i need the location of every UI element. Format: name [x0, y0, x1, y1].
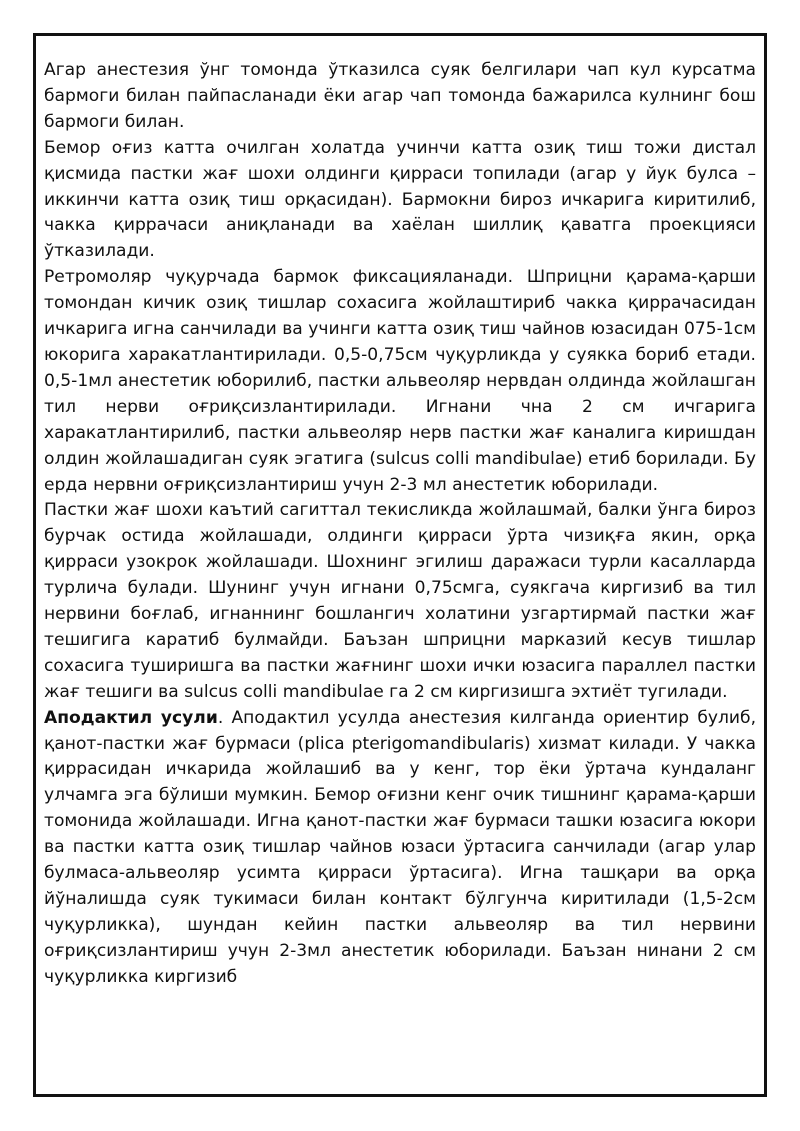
- document-body: [44, 58, 756, 991]
- paragraph-anesthesia-side: [44, 58, 756, 136]
- paragraph-text: Пастки жағ шохи каътий сагиттал текисликда жойлашмай, балки ўнга бироз бурчак остида жойлашади, олдинги қирраси ўрта чизиқға якин, орқа қирраси узокрок жойлашади. Шохнинг эгилиш даражаси турли касалларда турлича булади. Шунинг учун игнани 0,75смга, суякгача киргизиб ва тил нервини боғлаб, игнаннинг бошлангич холатини узгартирмай пастки жағ тешигига каратиб булмайди. Баъзан шприцни марказий кесув тишлар сохасига туширишга ва пастки жағнинг шохи ички юзасига параллел пастки жағ тешиги ва sulcus colli mandibulae га 2 см киргизишга эхтиёт тугилади.: [44, 500, 756, 702]
- paragraph-text: Агар анестезия ўнг томонда ўтказилса суяк белгилари чап кул курсатма бармоги билан пайпасланади ёки агар чап томонда бажарилса кулнинг бош бармоги билан.: [44, 60, 756, 132]
- paragraph-apodactyl-method: [44, 706, 756, 991]
- paragraph-text: Ретромоляр чуқурчада бармок фиксацияланади. Шприцни қарама-қарши томондан кичик озиқ тишлар сохасига жойлаштириб чакка қиррачасидан ичкарига игна санчилади ва учинги катта озиқ тиш чайнов юзасидан 075-1см юкорига харакатлантирилади. 0,5-0,75см чуқурликда у суякка бориб етади. 0,5-1мл анестетик юборилиб, пастки альвеоляр нервдан олдинда жойлашган тил нерви оғриқсизлантирилади. Игнани чна 2 см ичгарига харакатлантирилиб, пастки альвеоляр нерв пастки жағ каналига киришдан олдин жойлашадиган суяк эгатига (sulcus colli mandibulae) етиб борилади. Бу ерда нервни оғриқсизлантириш учун 2-3 мл анестетик юборилади.: [44, 267, 756, 495]
- paragraph-text: . Аподактил усулда анестезия килганда ориентир булиб, қанот-пастки жағ бурмаси (plica pterigomandibularis) хизмат килади. У чакка қиррасидан ичкарида жойлашиб ва у кенг, тор ёки ўртача кундаланг улчамга эга бўлиши мумкин. Бемор оғизни кенг очик тишнинг қарама-қарши томонида жойлашади. Игна қанот-пастки жағ бурмаси ташки юзасига юкори ва пастки катта озиқ тишлар чайнов юзаси ўртасига санчилади (агар улар булмаса-альвеоляр усимта қирраси ўртасига). Игна ташқари ва орқа йўналишда суяк тукимаси билан контакт бўлгунча киритилади (1,5-2см чуқурликка), шундан кейин пастки альвеоляр ва тил нервини оғриқсизлантириш учун 2-3мл анестетик юборилади. Баъзан нинани 2 см чуқурликка киргизиб: [44, 707, 757, 987]
- section-heading: Аподактил усули: [44, 707, 218, 728]
- paragraph-mouth-open: [44, 136, 756, 266]
- paragraph-mandible-ramus: [44, 498, 756, 705]
- paragraph-text: Бемор оғиз катта очилган холатда учинчи катта озиқ тиш тожи дистал қисмида пастки жағ шохи олдинги қирраси топилади (агар у йук булса – иккинчи катта озиқ тиш орқасидан). Бармокни бироз ичкарига киритилиб, чакка қиррачаси аниқланади ва хаёлан шиллиқ қаватга проекцияси ўтказилади.: [44, 137, 756, 262]
- paragraph-retromolar-fossa: [44, 265, 756, 498]
